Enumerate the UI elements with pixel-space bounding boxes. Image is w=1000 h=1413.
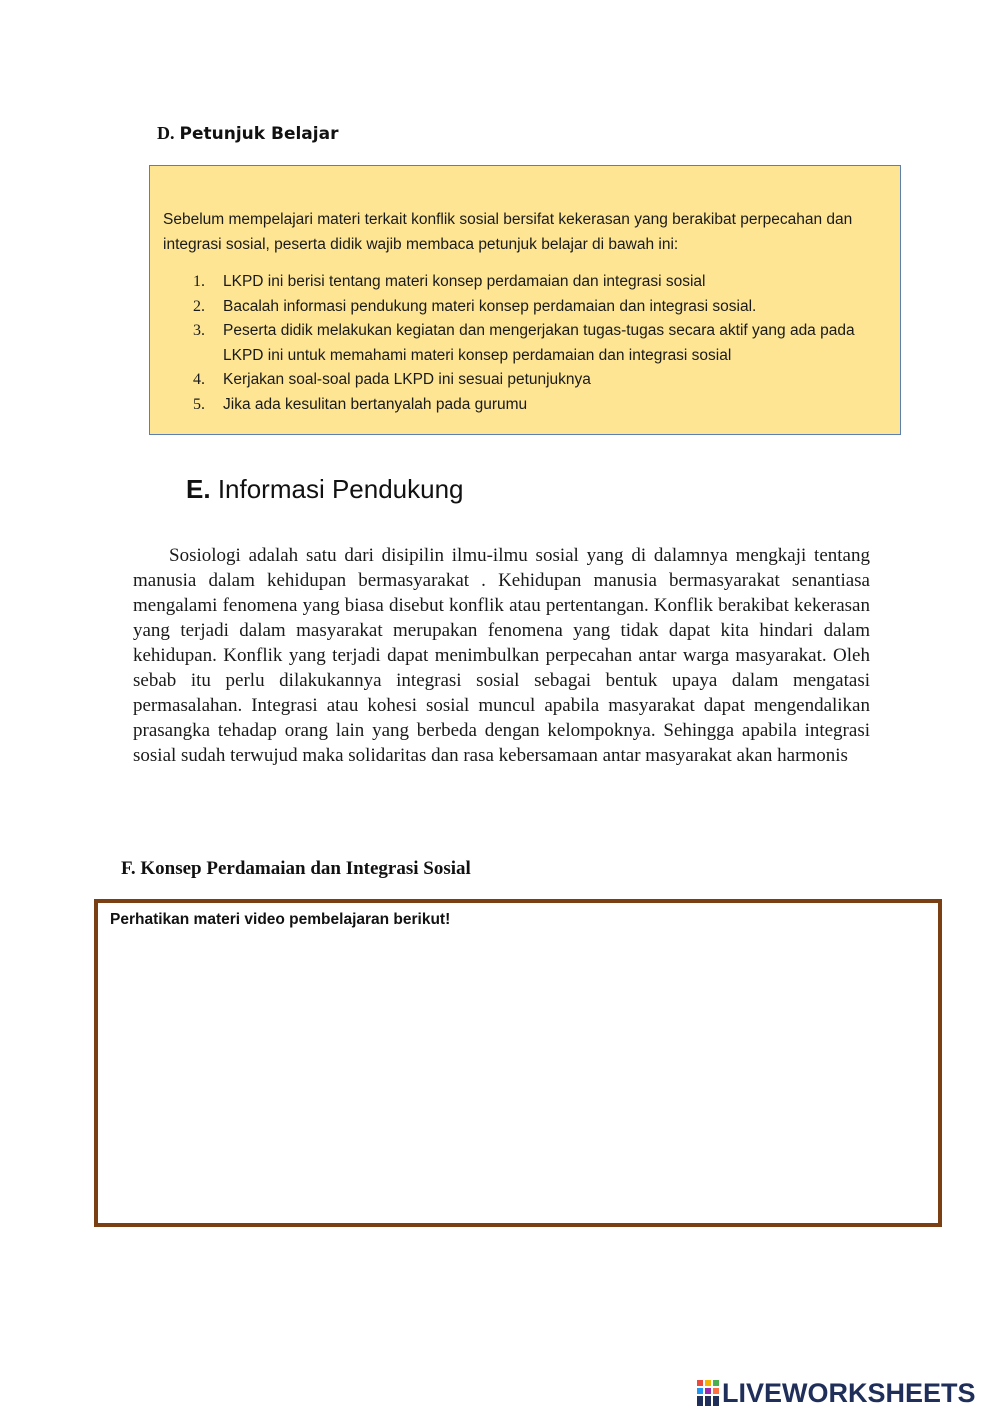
section-e-title: Informasi Pendukung [217,474,464,504]
list-item-number: 5. [193,395,205,413]
study-instructions-list [163,270,893,417]
list-item-number: 3. [193,322,205,339]
liveworksheets-logo[interactable] [697,1378,976,1408]
list-item [163,393,893,418]
list-item-text: Kerjakan soal-soal pada LKPD ini sesuai petunjuknya [223,371,591,388]
list-item [163,368,893,393]
list-item-number: 4. [193,371,205,388]
section-f-heading: F. Konsep Perdamaian dan Integrasi Sosial [121,858,471,879]
list-item-text: Jika ada kesulitan bertanyalah pada gurumu [223,395,528,413]
supporting-information-paragraph: Sosiologi adalah satu dari disipilin ilmu-ilmu sosial yang di dalamnya mengkaji tentang manusia dalam kehidupan bermasyarakat . Kehidupan manusia bermasyarakat senantiasa mengalami fenomena yang biasa disebut konflik atau pertentangan. Konflik berakibat kekerasan yang terjadi dalam masyarakat merupakan fenomena yang tidak dapat kita hindari dalam kehidupan. Konflik yang terjadi dapat menimbulkan perpecahan antar warga masyarakat. Oleh sebab itu perlu dilakukannya integrasi sosial sebagai bentuk upaya dalam mengatasi permasalahan. Integrasi atau kohesi sosial muncul apabila masyarakat dapat mengendalikan prasangka tehadap orang lain yang berbeda dengan kelompoknya. Sehingga apabila integrasi sosial sudah terwujud maka solidaritas dan rasa kebersamaan antar masyarakat akan harmonis [133,545,870,766]
section-d-letter: D. [157,123,175,143]
list-item [163,270,893,295]
section-d-title: Petunjuk Belajar [179,124,339,144]
section-e-heading [186,474,464,505]
section-e-letter: E. [186,474,211,504]
logo-text: LIVEWORKSHEETS [722,1377,976,1408]
list-item-text: Peserta didik melakukan kegiatan dan mengerjakan tugas-tugas secara aktif yang ada pada LKPD ini untuk memahami materi konsep perdamaian dan integrasi sosial [223,322,855,364]
video-frame-box[interactable] [94,899,942,1227]
list-item-number: 2. [193,297,205,315]
list-item [163,319,893,368]
video-instruction-text: Perhatikan materi video pembelajaran berikut! [110,911,451,928]
liveworksheets-logo-icon [697,1380,719,1406]
list-item [163,295,893,320]
section-d-heading [157,123,338,144]
list-item-number: 1. [193,273,205,290]
study-instructions-intro: Sebelum mempelajari materi terkait konflik sosial bersifat kekerasan yang berakibat perpecahan dan integrasi sosial, peserta didik wajib membaca petunjuk belajar di bawah ini: [163,211,853,253]
list-item-text: Bacalah informasi pendukung materi konsep perdamaian dan integrasi sosial. [223,297,757,315]
list-item-text: LKPD ini berisi tentang materi konsep perdamaian dan integrasi sosial [223,273,706,290]
